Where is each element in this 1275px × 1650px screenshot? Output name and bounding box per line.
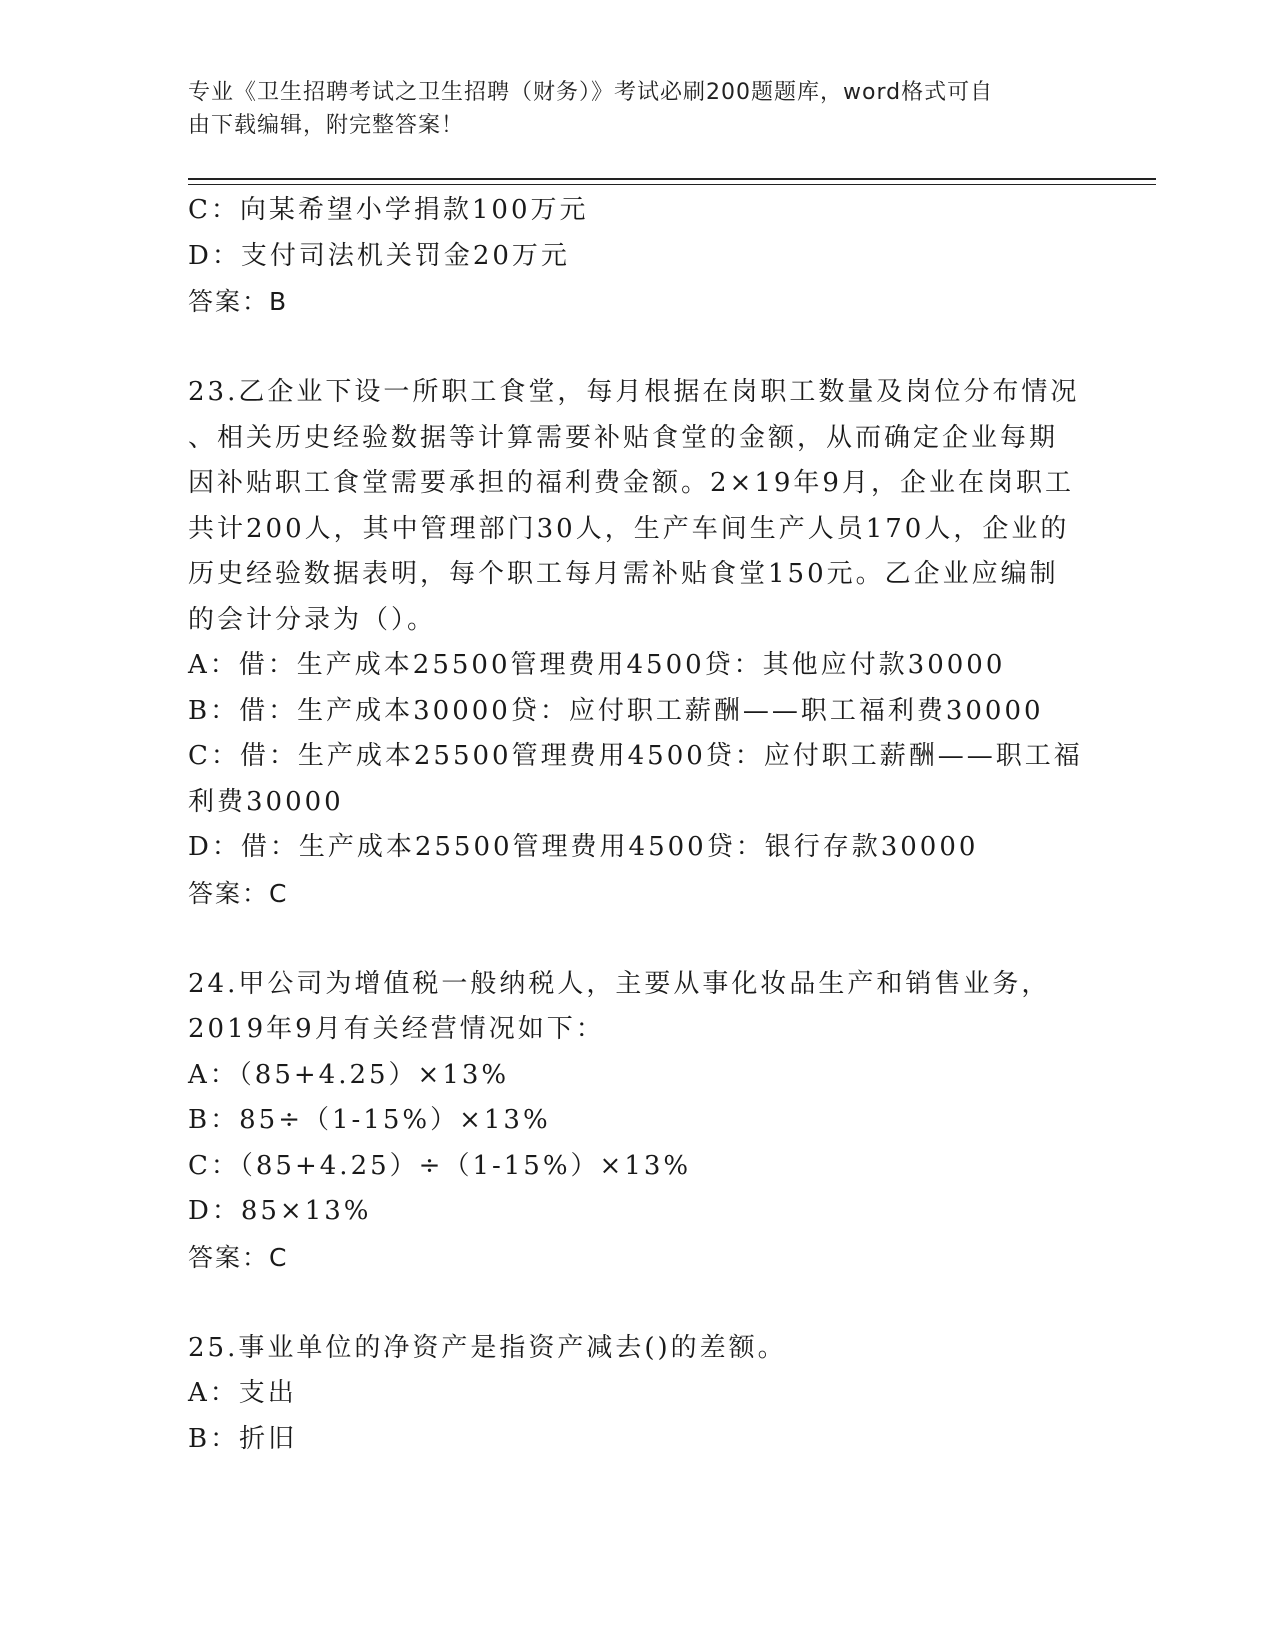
question-22 — [188, 188, 1088, 325]
option-b: B：借：生产成本30000贷：应付职工薪酬——职工福利费30000 — [188, 695, 1044, 726]
question-stem-line: 23.乙企业下设一所职工食堂，每月根据在岗职工数量及岗位分布情况 — [188, 377, 1080, 407]
answer: 答案：C — [188, 878, 289, 908]
question-stem-line: 因补贴职工食堂需要承担的福利费金额。2×19年9月，企业在岗职工 — [188, 468, 1074, 498]
option-b: B：85÷（1-15%）×13% — [188, 1105, 551, 1135]
question-24 — [188, 962, 1088, 1281]
answer: 答案：C — [188, 1242, 289, 1272]
question-stem-line: 、相关历史经验数据等计算需要补贴食堂的金额，从而确定企业每期 — [188, 422, 1059, 453]
option-d: D：支付司法机关罚金20万元 — [188, 240, 570, 271]
question-23 — [188, 370, 1088, 916]
option-c: C：借：生产成本25500管理费用4500贷：应付职工薪酬——职工福 — [188, 741, 1083, 771]
option-a: A：支出 — [188, 1378, 297, 1408]
header-rule-thin — [188, 184, 1156, 185]
header-line-1: 专业《卫生招聘考试之卫生招聘（财务）》考试必刷200题题库，word格式可自 — [188, 80, 994, 105]
question-stem-line: 共计200人，其中管理部门30人，生产车间生产人员170人，企业的 — [188, 513, 1070, 544]
option-c-continued: 利费30000 — [188, 786, 344, 817]
spacer — [188, 1280, 1088, 1326]
option-b: B：折旧 — [188, 1423, 298, 1454]
header-rule-thick — [188, 178, 1156, 180]
question-stem-line: 2019年9月有关经营情况如下： — [188, 1014, 605, 1044]
option-a: A：借：生产成本25500管理费用4500贷：其他应付款30000 — [188, 650, 1006, 680]
answer: 答案：B — [188, 287, 289, 316]
question-stem-line: 25.事业单位的净资产是指资产减去()的差额。 — [188, 1332, 787, 1363]
document-body — [188, 188, 1088, 1462]
option-c: C：向某希望小学捐款100万元 — [188, 195, 589, 225]
option-c: C：（85+4.25）÷（1-15%）×13% — [188, 1150, 692, 1181]
spacer — [188, 916, 1088, 962]
question-25 — [188, 1326, 1088, 1463]
option-d: D：85×13% — [188, 1196, 372, 1226]
option-a: A：（85+4.25）×13% — [188, 1059, 510, 1090]
question-stem-line: 历史经验数据表明，每个职工每月需补贴食堂150元。乙企业应编制 — [188, 559, 1059, 589]
question-stem-line: 的会计分录为（）。 — [188, 604, 437, 635]
page-header — [188, 76, 1068, 142]
question-stem-line: 24.甲公司为增值税一般纳税人，主要从事化妆品生产和销售业务， — [188, 968, 1051, 999]
spacer — [188, 325, 1088, 371]
option-d: D：借：生产成本25500管理费用4500贷：银行存款30000 — [188, 832, 979, 862]
header-line-2: 由下载编辑，附完整答案！ — [188, 113, 465, 138]
